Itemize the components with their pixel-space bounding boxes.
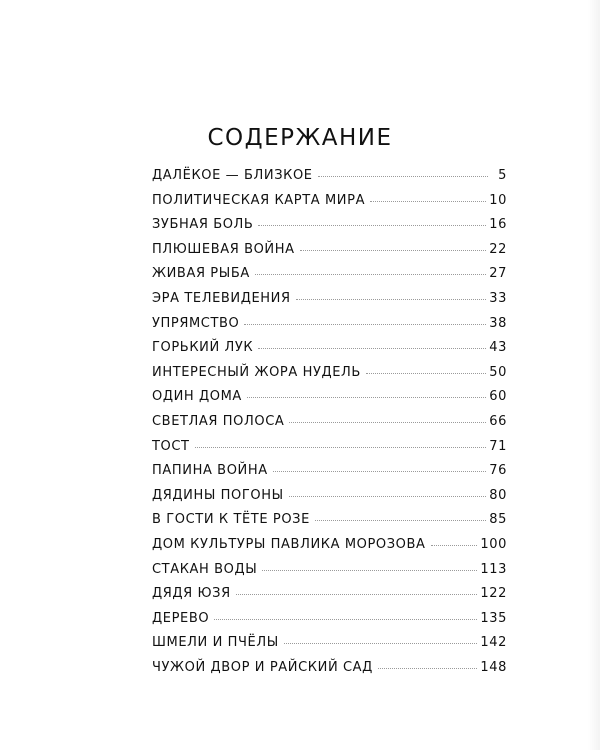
toc-entry-page: 85 bbox=[489, 512, 507, 528]
toc-dot-leader bbox=[236, 594, 478, 595]
toc-entry-page: 16 bbox=[489, 217, 507, 233]
toc-entry-page: 43 bbox=[489, 340, 507, 356]
toc-entry-title: В ГОСТИ К ТЁТЕ РОЗЕ bbox=[152, 512, 310, 528]
toc-entry bbox=[152, 168, 507, 193]
toc-entry-page: 122 bbox=[480, 586, 507, 602]
toc-dot-leader bbox=[247, 397, 486, 398]
toc-dot-leader bbox=[284, 643, 478, 644]
toc-entry bbox=[152, 488, 507, 513]
toc-entry-title: ДАЛЁКОЕ — БЛИЗКОЕ bbox=[152, 168, 313, 183]
toc-dot-leader bbox=[273, 471, 487, 472]
toc-dot-leader bbox=[315, 520, 486, 521]
toc-entry-title: ДЕРЕВО bbox=[152, 610, 210, 626]
toc-entry-title: ЧУЖОЙ ДВОР И РАЙСКИЙ САД bbox=[152, 659, 373, 675]
toc-entry-page: 27 bbox=[489, 266, 507, 282]
toc-entry bbox=[152, 266, 507, 291]
toc-entry-title: ШМЕЛИ И ПЧЁЛЫ bbox=[152, 635, 279, 651]
toc-entry bbox=[152, 439, 507, 464]
toc-dot-leader bbox=[258, 348, 486, 349]
toc-entry bbox=[152, 463, 507, 488]
toc-entry bbox=[152, 291, 507, 316]
toc-entry-title: ТОСТ bbox=[152, 438, 190, 454]
toc-entry bbox=[152, 217, 507, 242]
toc-entry-page: 135 bbox=[480, 610, 507, 626]
toc-dot-leader bbox=[289, 422, 486, 423]
toc-entry-page: 60 bbox=[489, 389, 507, 405]
toc-entry-page: 50 bbox=[489, 364, 507, 380]
toc-dot-leader bbox=[318, 176, 488, 177]
table-of-contents bbox=[152, 168, 507, 684]
toc-entry bbox=[152, 316, 507, 341]
toc-entry-title: СТАКАН ВОДЫ bbox=[152, 561, 258, 577]
toc-entry-page: 76 bbox=[489, 463, 507, 479]
toc-entry bbox=[152, 562, 507, 587]
toc-entry-title: ПЛЮШЕВАЯ ВОЙНА bbox=[152, 241, 295, 257]
toc-entry-page: 148 bbox=[480, 659, 507, 675]
toc-entry bbox=[152, 537, 507, 562]
toc-entry-title: СВЕТЛАЯ ПОЛОСА bbox=[152, 413, 285, 429]
toc-entry bbox=[152, 242, 507, 267]
toc-entry-page: 38 bbox=[489, 315, 507, 331]
toc-entry bbox=[152, 389, 507, 414]
toc-entry-title: ДЯДИНЫ ПОГОНЫ bbox=[152, 487, 284, 503]
toc-entry-page: 142 bbox=[480, 635, 507, 651]
toc-entry-page: 5 bbox=[498, 168, 507, 183]
page-title: СОДЕРЖАНИЕ bbox=[207, 125, 393, 152]
toc-entry-page: 113 bbox=[480, 561, 507, 577]
toc-entry-title: ПОЛИТИЧЕСКАЯ КАРТА МИРА bbox=[152, 192, 366, 208]
toc-entry-page: 80 bbox=[489, 487, 507, 503]
toc-entry-title: ИНТЕРЕСНЫЙ ЖОРА НУДЕЛЬ bbox=[152, 364, 361, 380]
toc-dot-leader bbox=[378, 668, 477, 669]
toc-entry bbox=[152, 365, 507, 390]
toc-dot-leader bbox=[262, 570, 477, 571]
toc-entry bbox=[152, 193, 507, 218]
toc-entry-title: УПРЯМСТВО bbox=[152, 315, 240, 331]
toc-entry bbox=[152, 340, 507, 365]
toc-dot-leader bbox=[370, 201, 486, 202]
toc-entry-page: 22 bbox=[489, 241, 507, 257]
toc-dot-leader bbox=[289, 496, 487, 497]
toc-entry-title: ЭРА ТЕЛЕВИДЕНИЯ bbox=[152, 290, 291, 306]
toc-entry bbox=[152, 635, 507, 660]
toc-dot-leader bbox=[214, 619, 477, 620]
toc-entry-title: ДОМ КУЛЬТУРЫ ПАВЛИКА МОРОЗОВА bbox=[152, 536, 426, 552]
toc-dot-leader bbox=[255, 274, 486, 275]
toc-dot-leader bbox=[244, 324, 486, 325]
toc-entry-page: 71 bbox=[489, 438, 507, 454]
toc-entry-title: ДЯДЯ ЮЗЯ bbox=[152, 586, 231, 602]
toc-entry bbox=[152, 512, 507, 537]
toc-entry-title: ПАПИНА ВОЙНА bbox=[152, 463, 268, 479]
toc-entry-page: 33 bbox=[489, 290, 507, 306]
toc-dot-leader bbox=[296, 299, 487, 300]
toc-entry bbox=[152, 660, 507, 685]
page-edge-shadow bbox=[588, 0, 600, 750]
toc-entry-title: ЗУБНАЯ БОЛЬ bbox=[152, 217, 254, 233]
toc-entry bbox=[152, 611, 507, 636]
toc-entry-title: ЖИВАЯ РЫБА bbox=[152, 266, 250, 282]
toc-dot-leader bbox=[366, 373, 486, 374]
toc-dot-leader bbox=[431, 545, 478, 546]
toc-dot-leader bbox=[300, 250, 487, 251]
toc-entry bbox=[152, 586, 507, 611]
toc-entry-title: ОДИН ДОМА bbox=[152, 389, 242, 405]
toc-dot-leader bbox=[258, 225, 486, 226]
toc-entry bbox=[152, 414, 507, 439]
toc-entry-page: 66 bbox=[489, 413, 507, 429]
toc-dot-leader bbox=[195, 447, 487, 448]
toc-entry-page: 10 bbox=[489, 192, 507, 208]
toc-entry-page: 100 bbox=[480, 536, 507, 552]
toc-entry-title: ГОРЬКИЙ ЛУК bbox=[152, 340, 254, 356]
